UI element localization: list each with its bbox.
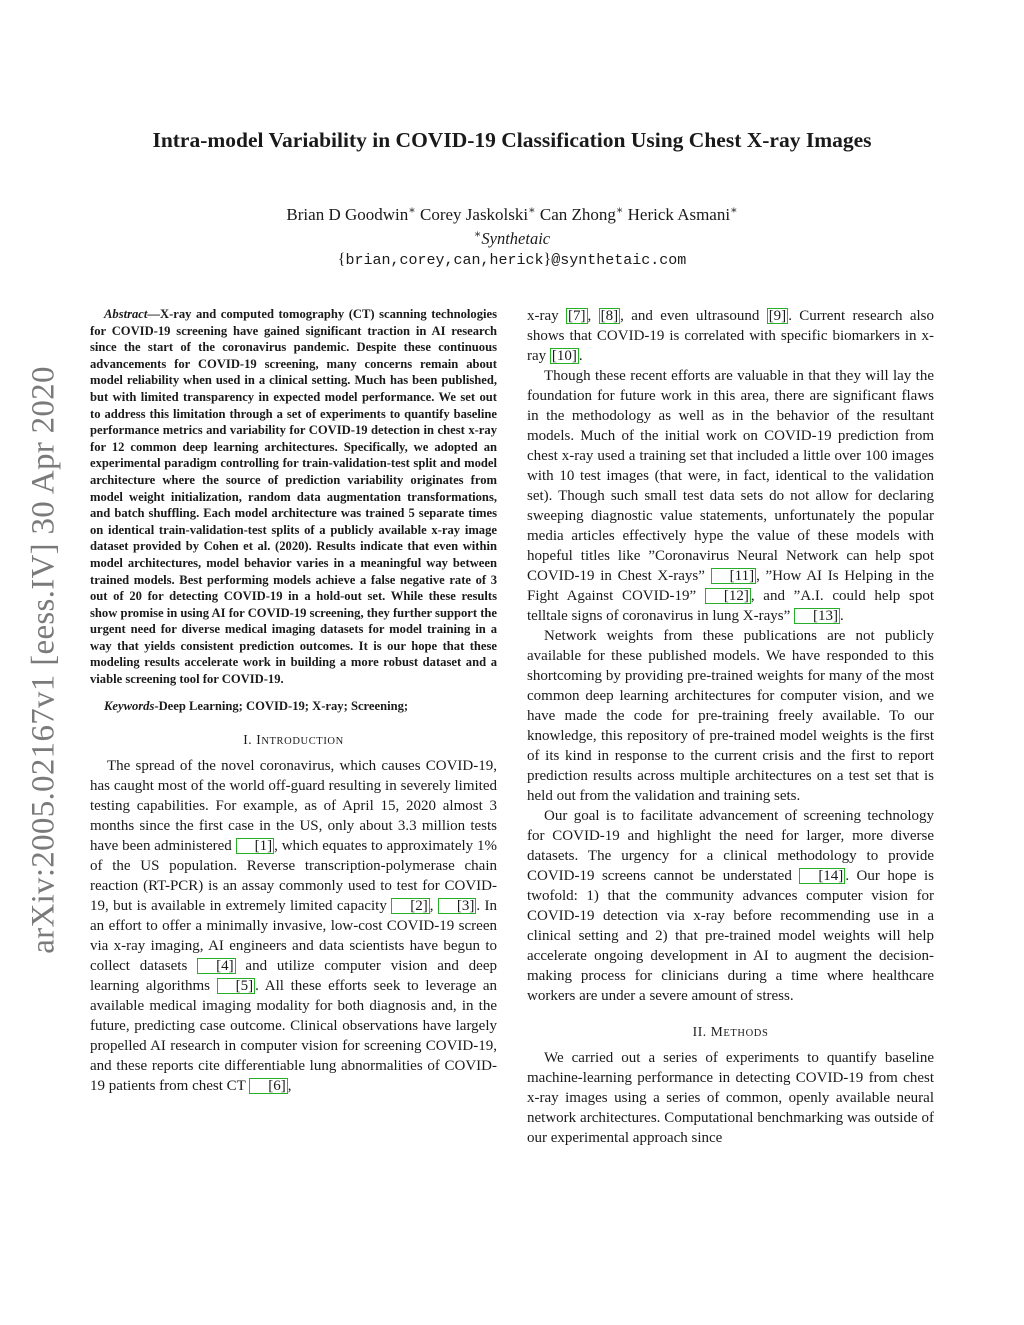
section-heading-introduction: I. INTRODUCTION xyxy=(243,732,344,748)
citation-link[interactable]: [6] xyxy=(249,1078,288,1094)
author-4: Herick Asmani xyxy=(627,205,731,224)
paragraph: Though these recent efforts are valuable in that they will lay the foundation for future work in this area, there are significant flaws in the methodology as well as in the behavior of the resultant models. Much of the initial work on COVID-19 prediction from chest x-ray used a training set that included a little over 100 images with 10 test images (that were, in fact, identical to the validation set). Though such small test data sets do not allow for declaring sweeping diagnostic value statements, unfortunately the popular media articles effectively hype the value of these models with hopeful titles like ”Coronavirus Neural Network can help spot COVID-19 in Chest X-rays” [11] , ”How AI Is Helping in the Fight Against COVID-19” [12] , and ”A.I. could help spot telltale signs of coronavirus in lung X-rays” [13] . xyxy=(527,368,934,624)
paragraph: We carried out a series of experiments to quantify baseline machine-learning performance in detecting COVID-19 from chest x-ray images using a series of common, openly available neural network architectures. Computational benchmarking was outside of our experimental approach since xyxy=(527,1050,934,1146)
arxiv-id: arXiv:2005.02167v1 [eess.IV] 30 Apr 2020 xyxy=(25,366,62,954)
citation-link[interactable]: [8] xyxy=(600,308,619,324)
keywords: Keywords-Deep Learning; COVID-19; X-ray; Screening; xyxy=(104,698,409,713)
paragraph: x-ray [7] , [8] , and even ultrasound [9] . Current research also shows that COVID-19 is correlated with specific biomarkers in x-ray [10] . xyxy=(527,308,934,364)
paragraph: Network weights from these publications are not publicly available for these published models. We have responded to this shortcoming by providing pre-trained weights for many of the most common deep learning architectures for computer vision, and we have made the code for pre-training freely available. To our knowledge, this repository of pre-trained model weights is the first of its kind in response to the current crisis and the first to report prediction results across multiple architectures on a test set that is held out from the validation and training sets. xyxy=(527,628,934,804)
section-heading-methods: II. METHODS xyxy=(692,1024,769,1039)
citation-link[interactable]: [4] xyxy=(197,958,236,974)
citation-link[interactable]: [10] xyxy=(551,348,577,364)
arxiv-stamp xyxy=(14,350,74,970)
citation-link[interactable]: [5] xyxy=(217,978,256,994)
citation-link[interactable]: [1] xyxy=(236,838,275,854)
author-list: Brian D Goodwin∗ Corey Jaskolski∗ Can Zhong∗ Herick Asmani∗ xyxy=(286,204,738,224)
affiliation: ∗Synthetaic xyxy=(473,228,551,248)
left-column xyxy=(90,306,497,1096)
author-1: Brian D Goodwin xyxy=(286,205,409,224)
citation-link[interactable]: [3] xyxy=(438,898,477,914)
author-3: Can Zhong xyxy=(539,205,616,224)
citation-link[interactable]: [11] xyxy=(711,568,756,584)
right-column xyxy=(527,306,934,1148)
email-line: {brian,corey,can,herick}@synthetaic.com xyxy=(337,251,687,269)
author-2: Corey Jaskolski xyxy=(419,205,529,224)
citation-link[interactable]: [13] xyxy=(794,608,840,624)
paragraph: Our goal is to facilitate advancement of screening technology for COVID-19 and highlight the need for larger, more diverse datasets. The urgency for a clinical methodology to provide COVID-19 screens cannot be understated [14] . Our hope is twofold: 1) that the community advances computer vision for COVID-19 detection via x-ray before recommending use in a clinical setting and 2) that pre-trained model weights will help accelerate ongoing development in AI to augment the decision-making process for clinicians during a time where healthcare workers are under a severe amount of stress. xyxy=(527,808,934,1004)
citation-link[interactable]: [9] xyxy=(768,308,787,324)
citation-link[interactable]: [2] xyxy=(391,898,430,914)
paper-title: Intra-model Variability in COVID-19 Classification Using Chest X-ray Images xyxy=(152,128,872,152)
citation-link[interactable]: [12] xyxy=(705,588,751,604)
intro-paragraph: The spread of the novel coronavirus, which causes COVID-19, has caught most of the world off-guard resulting in severely limited testing capabilities. For example, as of April 15, 2020 almost 3 months since the first case in the US, only about 3.3 million tests have been administered [1] , which equates to approximately 1% of the US population. Reverse transcription-polymerase chain reaction (RT-PCR) is an assay commonly used to test for COVID-19, but is available in extremely limited capacity [2] , [3] . In an effort to offer a minimally invasive, low-cost COVID-19 screen via x-ray imaging, AI engineers and data scientists have begun to collect datasets [4] and utilize computer vision and deep learning algorithms [5] . All these efforts seek to leverage an available medical imaging modality for both diagnosis and, in the future, predicting case outcome. Clinical observations have largely propelled AI research in computer vision for screening COVID-19, and these reports cite differentiable lung abnormalities of COVID-19 patients from chest CT [6] , xyxy=(90,758,498,1095)
citation-link[interactable]: [7] xyxy=(568,308,586,324)
abstract: Abstract—X-ray and computed tomography (CT) scanning technologies for COVID-19 screening have gained significant traction in AI research since the start of the coronavirus pandemic. Despite these continuous advancements for COVID-19 screening, many concerns remain about model reliability when used in a clinical setting. Much has been published, but with limited transparency in expected model performance. We set out to address this limitation through a set of experiments to quantify baseline performance metrics and variability for COVID-19 detection in chest x-ray for 12 common deep learning architectures. Specifically, we adopted an experimental paradigm controlling for train-validation-test split and model architecture where the source of prediction variability originates from model weight initialization, random data augmentation transformations, and batch shuffling. Each model architecture was trained 5 separate times on identical train-validation-test splits of a publicly available x-ray image dataset provided by Cohen et al. (2020). Results indicate that even within model architectures, model behavior varies in a meaningful way between trained models. Best performing models achieve a false negative rate of 3 out of 20 for detecting COVID-19 in a hold-out set. While these results show promise in using AI for COVID-19 screening, they further support the urgent need for diverse medical imaging datasets for model training in a way that yields consistent prediction outcomes. It is our hope that these modeling results accelerate work in building a more robust dataset and a viable screening tool for COVID-19. xyxy=(90,307,497,687)
citation-link[interactable]: [14] xyxy=(799,868,845,884)
